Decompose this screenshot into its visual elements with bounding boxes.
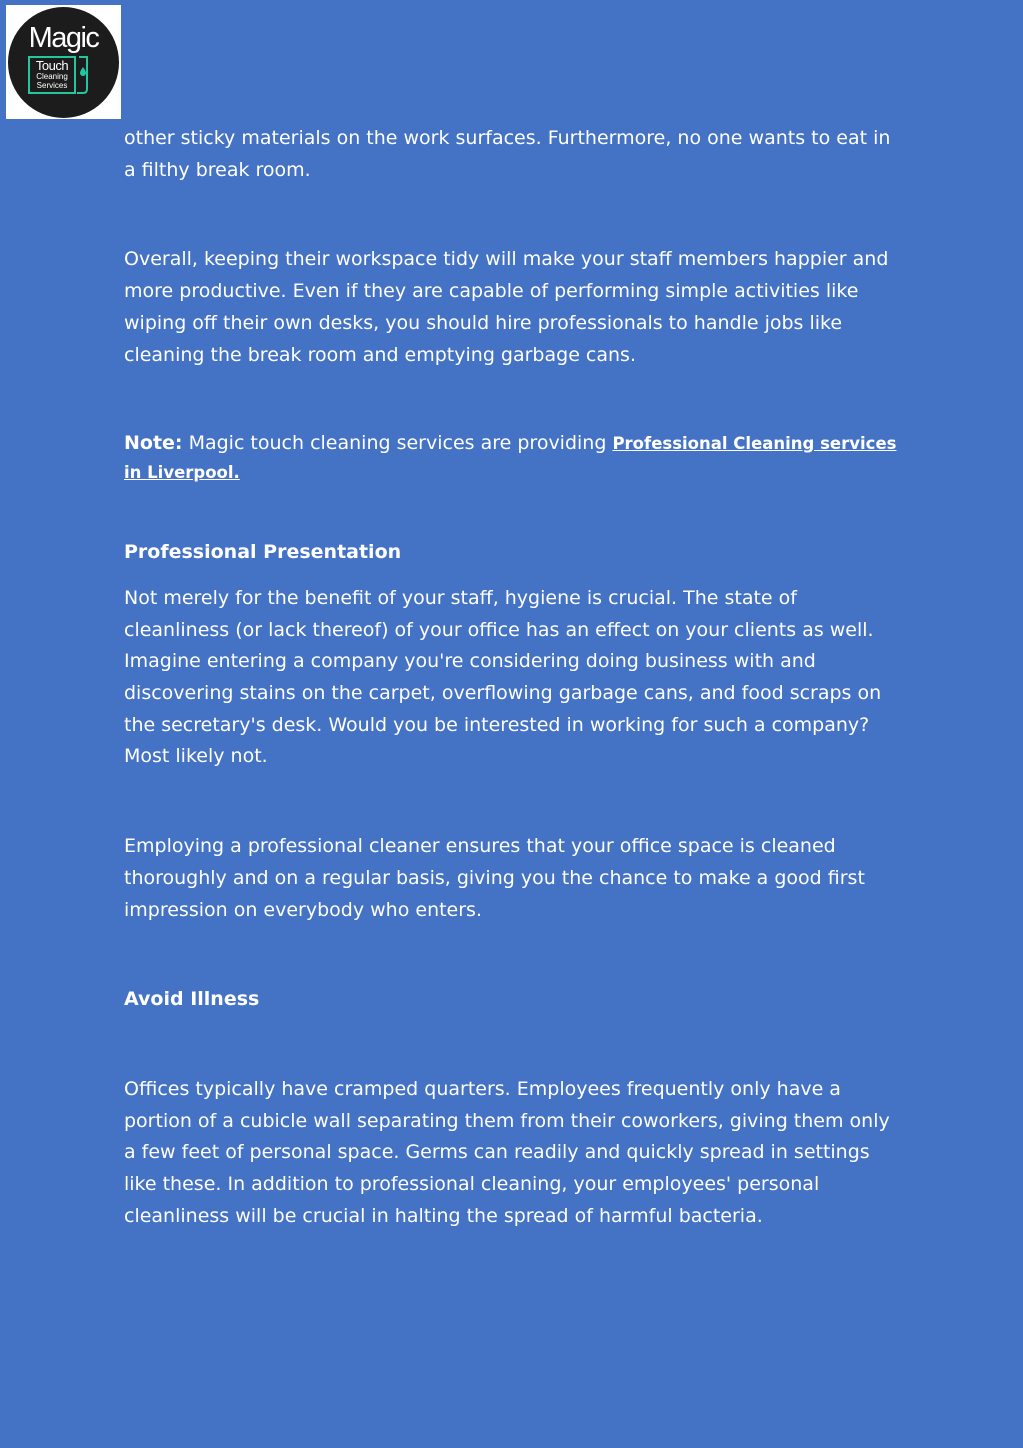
heading-professional-presentation: Professional Presentation [124, 541, 402, 564]
logo-wordmark-services: Services [36, 81, 68, 90]
heading-avoid-illness: Avoid Illness [124, 988, 260, 1011]
paragraph-presentation: Not merely for the benefit of your staff, hygiene is crucial. The state of cleanliness (or lack thereof) of your office has an effect on your clients as well. Imagine entering a company you're considering doing business with and discovering stains on the carpet, overflowing garbage cans, and food scraps on the secretary's desk. Would you be interested in working for such a company? Most likely not. [124, 586, 882, 768]
note-label: Note: [124, 432, 183, 455]
company-logo [6, 5, 121, 119]
logo-wordmark-cleaning: Cleaning [36, 72, 68, 81]
logo-drop-hook-icon [76, 55, 90, 95]
professional-cleaning-link[interactable]: Professional Cleaning services in Liverpool. [124, 434, 897, 483]
paragraph-offices: Offices typically have cramped quarters. Employees frequently only have a portion of a cubicle wall separating them from their coworkers, giving them only a few feet of personal space. Germs can readily and quickly spread in settings like these. In addition to professional cleaning, your employees' personal cleanliness will be crucial in halting the spread of harmful bacteria. [124, 1077, 890, 1227]
logo-inner-frame [28, 56, 76, 94]
logo-wordmark-touch: Touch [35, 58, 69, 73]
paragraph-intro: other sticky materials on the work surfaces. Furthermore, no one wants to eat in a filthy break room. [124, 127, 891, 181]
logo-badge [8, 7, 119, 118]
note-paragraph [124, 429, 904, 487]
paragraph-overall: Overall, keeping their workspace tidy will make your staff members happier and more productive. Even if they are capable of performing simple activities like wiping off their own desks, you should hire professionals to handle jobs like cleaning the break room and emptying garbage cans. [124, 248, 889, 366]
note-text: Magic touch cleaning services are providing [182, 432, 613, 455]
paragraph-employing: Employing a professional cleaner ensures that your office space is cleaned thoroughly and on a regular basis, giving you the chance to make a good first impression on everybody who enters. [124, 835, 865, 921]
article-body [124, 123, 904, 1232]
logo-wordmark-magic: Magic [28, 22, 99, 54]
